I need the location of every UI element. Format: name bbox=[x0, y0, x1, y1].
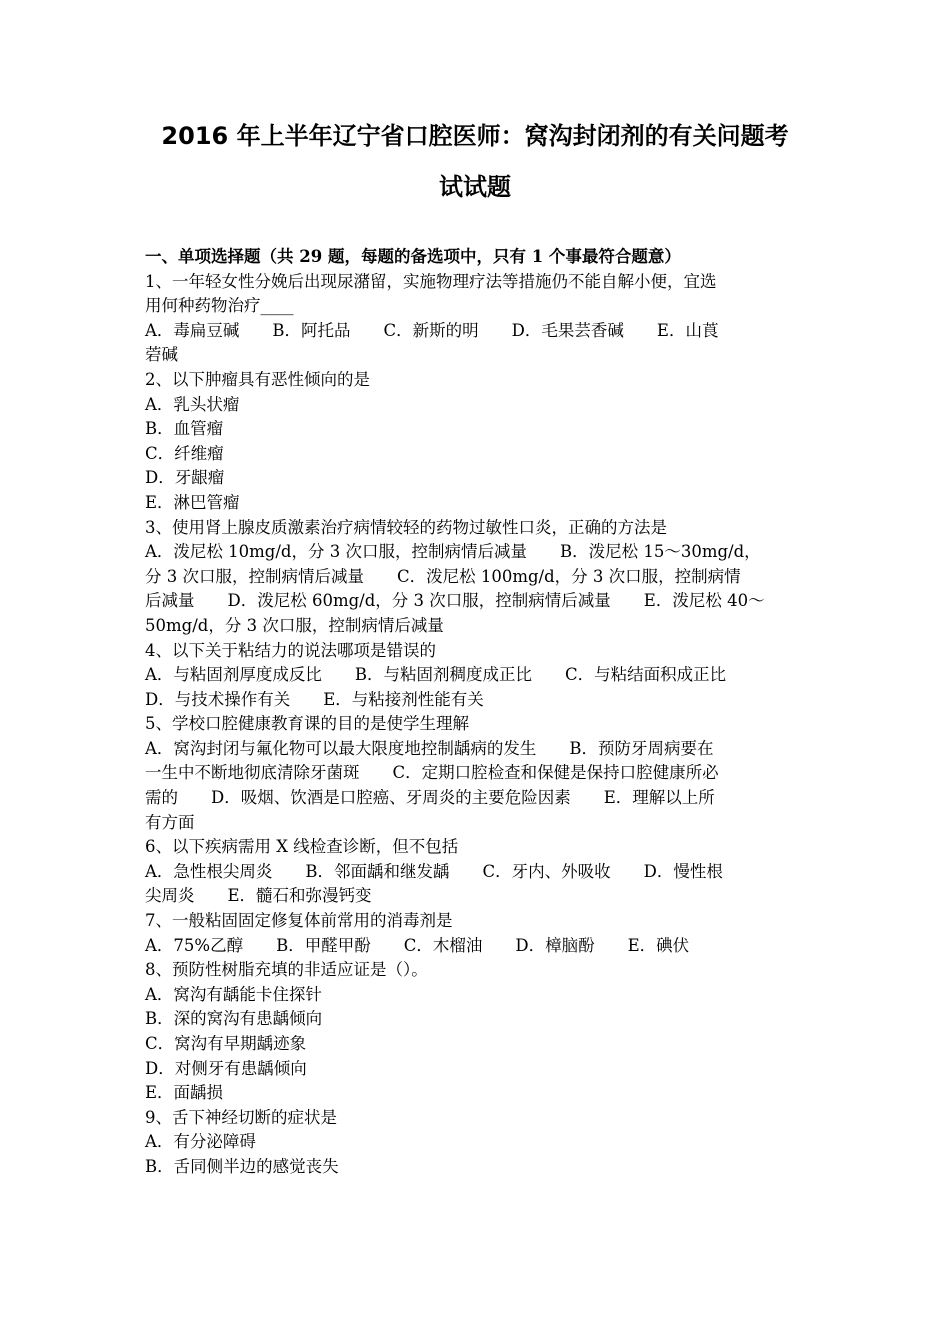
text-line: A．急性根尖周炎 B．邻面龋和继发龋 C．牙内、外吸收 D．慢性根 bbox=[145, 861, 723, 881]
text-line: D．牙龈瘤 bbox=[145, 468, 225, 488]
text-line: 4、以下关于粘结力的说法哪项是错误的 bbox=[145, 640, 436, 660]
text-line: 1、一年轻女性分娩后出现尿潴留，实施物理疗法等措施仍不能自解小便，宜选 bbox=[145, 271, 717, 291]
text-line: B．舌同侧半边的感觉丧失 bbox=[145, 1156, 339, 1176]
text-line: B．深的窝沟有患龋倾向 bbox=[145, 1009, 323, 1029]
document-body bbox=[145, 245, 810, 1180]
text-line: A．窝沟有龋能卡住探针 bbox=[145, 984, 322, 1004]
text-line: C．纤维瘤 bbox=[145, 443, 224, 463]
text-line: 菪碱 bbox=[145, 345, 178, 365]
text-line: 9、舌下神经切断的症状是 bbox=[145, 1107, 337, 1127]
text-line: 需的 D．吸烟、饮酒是口腔癌、牙周炎的主要危险因素 E．理解以上所 bbox=[145, 788, 715, 808]
document-title-line-2: 试试题 bbox=[439, 173, 511, 201]
text-line: A．窝沟封闭与氟化物可以最大限度地控制龋病的发生 B．预防牙周病要在 bbox=[145, 738, 714, 758]
text-line: E．面龋损 bbox=[145, 1083, 224, 1103]
section-heading: 一、单项选择题（共 29 题，每题的备选项中，只有 1 个事最符合题意） bbox=[145, 247, 681, 266]
text-line: 50mg/d，分 3 次口服，控制病情后减量 bbox=[145, 615, 444, 635]
text-line: 后减量 D．泼尼松 60mg/d，分 3 次口服，控制病情后减量 E．泼尼松 40～ bbox=[145, 591, 765, 611]
text-line: A．泼尼松 10mg/d，分 3 次口服，控制病情后减量 B．泼尼松 15～30mg/d， bbox=[145, 542, 761, 562]
text-line: D．对侧牙有患龋倾向 bbox=[145, 1058, 307, 1078]
text-line: 一生中不断地彻底清除牙菌斑 C．定期口腔检查和保健是保持口腔健康所必 bbox=[145, 763, 719, 783]
text-line: 5、学校口腔健康教育课的目的是使学生理解 bbox=[145, 714, 469, 734]
document-title-line-1: 2016 年上半年辽宁省口腔医师：窝沟封闭剂的有关问题考 bbox=[161, 122, 789, 150]
text-line: 7、一般粘固固定修复体前常用的消毒剂是 bbox=[145, 911, 453, 931]
text-line: 6、以下疾病需用 X 线检查诊断，但不包括 bbox=[145, 837, 459, 857]
text-line: 分 3 次口服，控制病情后减量 C．泼尼松 100mg/d，分 3 次口服，控制病情 bbox=[145, 566, 741, 586]
text-line: 2、以下肿瘤具有恶性倾向的是 bbox=[145, 369, 370, 389]
text-line: A．与粘固剂厚度成反比 B．与粘固剂稠度成正比 C．与粘结面积成正比 bbox=[145, 665, 727, 685]
text-line: 用何种药物治疗____ bbox=[145, 296, 294, 316]
text-line: A．毒扁豆碱 B．阿托品 C．新斯的明 D．毛果芸香碱 E．山莨 bbox=[145, 320, 719, 340]
text-line: E．淋巴管瘤 bbox=[145, 492, 240, 512]
text-line: D．与技术操作有关 E．与粘接剂性能有关 bbox=[145, 689, 484, 709]
text-line: 8、预防性树脂充填的非适应证是（）。 bbox=[145, 960, 428, 980]
text-line: 3、使用肾上腺皮质激素治疗病情较轻的药物过敏性口炎，正确的方法是 bbox=[145, 517, 667, 537]
text-line: C．窝沟有早期龋迹象 bbox=[145, 1034, 307, 1053]
text-line: A．有分泌障碍 bbox=[145, 1132, 256, 1152]
text-line: 尖周炎 E．髓石和弥漫钙变 bbox=[145, 886, 372, 906]
text-line: A．75%乙醇 B．甲醛甲酚 C．木榴油 D．樟脑酚 E．碘伏 bbox=[145, 935, 690, 955]
text-line: A．乳头状瘤 bbox=[145, 394, 240, 414]
text-line: B．血管瘤 bbox=[145, 419, 224, 439]
text-line: 有方面 bbox=[145, 812, 195, 832]
